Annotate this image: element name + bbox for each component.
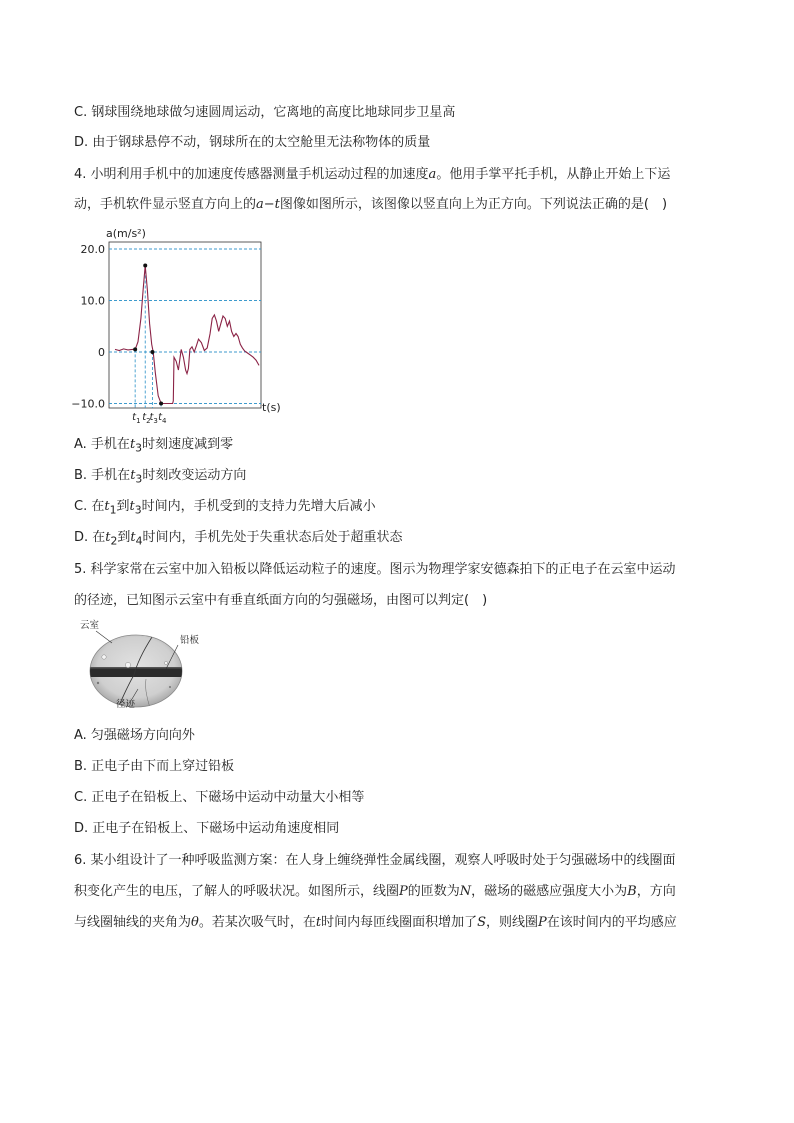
q4-option-c	[74, 497, 376, 521]
q6-text: 时间内每匝线圈面积增加了	[321, 915, 478, 930]
marker-point	[150, 350, 154, 354]
q6-stem-line1: 6. 某小组设计了一种呼吸监测方案：在人身上缠绕弹性金属线圈，观察人呼吸时处于匀强磁场中的线圈面	[74, 853, 676, 868]
option-text: 时间内，手机受到的支持力先增大后减小	[141, 499, 376, 514]
subscript: 1	[109, 503, 117, 517]
y-axis-label: a(m/s²)	[106, 227, 146, 240]
y-tick-label: 0	[98, 346, 105, 359]
q5-option-a: A. 匀强磁场方向向外	[74, 728, 195, 743]
q3-option-c: C. 钢球围绕地球做匀速圆周运动，它离地的高度比地球同步卫星高	[74, 105, 456, 120]
option-text: D. 在	[74, 530, 106, 545]
var-N: N	[459, 884, 472, 899]
var-P: P	[538, 915, 547, 930]
var-theta: θ	[191, 915, 199, 930]
chamber-pointer	[96, 631, 112, 643]
var-P: P	[399, 884, 408, 899]
q4-option-a	[74, 435, 233, 459]
q3-option-d: D. 由于钢球悬停不动，钢球所在的太空舱里无法称物体的质量	[74, 135, 431, 150]
q6-stem-line2	[74, 882, 676, 902]
q6-text: ，则线圈	[486, 915, 539, 930]
acceleration-time-chart	[71, 225, 281, 425]
t-label: $t_1$	[132, 412, 141, 425]
var-t: t	[130, 468, 136, 483]
t-marker-labels	[132, 412, 167, 425]
grid-lines	[109, 249, 261, 404]
label-track: 径迹	[116, 699, 136, 710]
option-text: B. 手机在	[74, 468, 131, 483]
var-t: t	[104, 499, 110, 514]
var-a: a	[428, 167, 437, 182]
t-label: $t_2$	[142, 412, 151, 425]
q6-text: 积变化产生的电压，了解人的呼吸状况。如图所示，线圈	[74, 884, 400, 899]
label-cloud-chamber: 云室	[80, 620, 100, 631]
option-text: 到	[116, 499, 130, 514]
marker-points	[133, 263, 163, 405]
y-tick-labels	[71, 243, 105, 411]
option-text: 到	[117, 530, 131, 545]
q6-text: 的匝数为	[407, 884, 460, 899]
subscript: 3	[135, 472, 143, 486]
q4-option-b	[74, 466, 246, 490]
q4-stem-text: 。他用手掌平托手机，从静止开始上下运	[436, 167, 671, 182]
q6-text: ，磁场的磁感应强度大小为	[471, 884, 628, 899]
q6-text: 。若某次吸气时，在	[198, 915, 316, 930]
option-text: 时刻改变运动方向	[142, 468, 247, 483]
var-t: t	[105, 530, 111, 545]
lead-plate	[88, 668, 188, 677]
acceleration-curve	[115, 266, 259, 404]
var-t: t	[315, 915, 322, 930]
q6-text: 在该时间内的平均感应	[546, 915, 677, 930]
var-t: t	[130, 530, 136, 545]
var-a-t: a−t	[256, 197, 280, 212]
q4-stem-line2	[74, 195, 667, 215]
y-tick-label: −10.0	[71, 397, 105, 411]
var-t: t	[129, 499, 135, 514]
t-label-subscript: 1	[136, 417, 141, 425]
option-text: 时刻速度减到零	[142, 437, 234, 452]
t-label-subscript: 2	[146, 417, 151, 425]
y-tick-label: 20.0	[80, 243, 105, 256]
marker-point	[143, 263, 147, 267]
label-lead-plate: 铅板	[180, 635, 200, 646]
t-label-subscript: 3	[153, 417, 158, 425]
t-label: $t_3$	[149, 412, 158, 425]
subscript: 2	[110, 534, 118, 548]
q6-text: ，方向	[636, 884, 676, 899]
q6-text: 与线圈轴线的夹角为	[74, 915, 192, 930]
cloud-chamber-photo	[78, 617, 208, 709]
subscript: 3	[135, 441, 143, 455]
plot-frame	[109, 242, 261, 408]
t-label: $t_4$	[158, 412, 167, 425]
q4-stem-text: 动，手机软件显示竖直方向上的	[74, 197, 257, 212]
q4-stem-text: 4. 小明利用手机中的加速度传感器测量手机运动过程的加速度	[74, 167, 429, 182]
y-tick-label: 10.0	[80, 294, 105, 308]
marker-point	[133, 347, 137, 351]
q5-option-c: C. 正电子在铅板上、下磁场中运动中动量大小相等	[74, 790, 365, 805]
q6-stem-line3	[74, 913, 677, 933]
q5-option-b: B. 正电子由下而上穿过铅板	[74, 759, 235, 774]
subscript: 3	[134, 503, 142, 517]
q4-stem-line1	[74, 165, 670, 185]
q5-option-d: D. 正电子在铅板上、下磁场中运动角速度相同	[74, 821, 340, 836]
option-text: C. 在	[74, 499, 105, 514]
var-S: S	[477, 915, 487, 930]
var-t: t	[129, 437, 136, 452]
x-axis-label: t(s)	[262, 401, 281, 414]
subscript: 4	[135, 534, 143, 548]
q4-stem-text: 图像如图所示，该图像以竖直向上为正方向。下列说法正确的是( )	[279, 197, 668, 212]
marker-point	[159, 402, 163, 406]
q5-stem-line2: 的径迹，已知图示云室中有垂直纸面方向的匀强磁场，由图可以判定( )	[74, 593, 488, 608]
option-text: A. 手机在	[74, 437, 130, 452]
t-label-subscript: 4	[162, 417, 167, 425]
var-B: B	[627, 884, 637, 899]
q5-stem-line1: 5. 科学家常在云室中加入铅板以降低运动粒子的速度。图示为物理学家安德森拍下的正电子在云室中运动	[74, 562, 676, 577]
q4-option-d	[74, 528, 403, 552]
option-text: 时间内，手机先处于失重状态后处于超重状态	[142, 530, 403, 545]
